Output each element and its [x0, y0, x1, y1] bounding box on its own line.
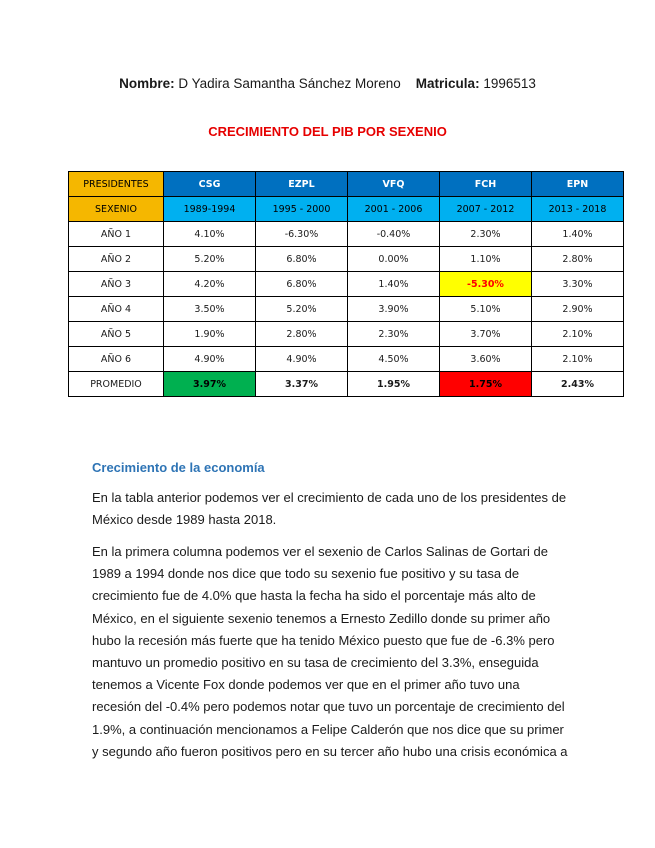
promedio-cell-highlight: 3.97%	[164, 372, 256, 397]
table-cell: 3.30%	[532, 272, 624, 297]
sexenio-label: SEXENIO	[69, 197, 164, 222]
sexenio-cell: 1995 - 2000	[256, 197, 348, 222]
year-label: AÑO 5	[69, 322, 164, 347]
sexenio-row	[69, 197, 624, 222]
paragraph: En la primera columna podemos ver el sexenio de Carlos Salinas de Gortari de 1989 a 1994 donde nos dice que todo su sexenio fue positivo y su tasa de crecimiento fue de 4.0% que hasta la fecha ha sido el porcentaje más alto de México, en el siguiente sexenio tenemos a Ernesto Zedillo donde su primer año hubo la recesión más fuerte que ha tenido México puesto que fue de -6.3% pero mantuvo un promedio positivo en su tasa de crecimiento del 3.3%, enseguida tenemos a Vicente Fox donde podemos ver que en el primer año tuvo una recesión del -0.4% pero podemos notar que tuvo un porcentaje de crecimiento del 1.9%, a continuación mencionamos a Felipe Calderón que nos dice que su primer y segundo año fueron positivos pero en su tercer año hubo una crisis económica a	[92, 544, 568, 759]
name-label: Nombre:	[119, 76, 175, 91]
table-cell: 2.30%	[440, 222, 532, 247]
table-cell: 3.60%	[440, 347, 532, 372]
table-row	[69, 272, 624, 297]
year-label: AÑO 6	[69, 347, 164, 372]
table-row	[69, 347, 624, 372]
table-cell-highlight: -5.30%	[440, 272, 532, 297]
table-cell: 2.90%	[532, 297, 624, 322]
promedio-cell-highlight: 1.75%	[440, 372, 532, 397]
table-cell: 1.10%	[440, 247, 532, 272]
table-cell: 4.50%	[348, 347, 440, 372]
table-cell: 3.50%	[164, 297, 256, 322]
table-cell: 5.10%	[440, 297, 532, 322]
table-cell: -6.30%	[256, 222, 348, 247]
president-header: FCH	[440, 172, 532, 197]
name-value: D Yadira Samantha Sánchez Moreno	[178, 76, 401, 91]
table-cell: -0.40%	[348, 222, 440, 247]
president-header: EPN	[532, 172, 624, 197]
table-row	[69, 222, 624, 247]
promedio-label: PROMEDIO	[69, 372, 164, 397]
year-label: AÑO 4	[69, 297, 164, 322]
document-title: CRECIMIENTO DEL PIB POR SEXENIO	[208, 124, 447, 139]
year-label: AÑO 2	[69, 247, 164, 272]
student-header	[0, 76, 655, 91]
table-cell: 3.90%	[348, 297, 440, 322]
table-cell: 6.80%	[256, 247, 348, 272]
table-cell: 4.90%	[164, 347, 256, 372]
table-cell: 0.00%	[348, 247, 440, 272]
table-cell: 2.30%	[348, 322, 440, 347]
table-cell: 6.80%	[256, 272, 348, 297]
table-cell: 5.20%	[256, 297, 348, 322]
table-cell: 1.40%	[532, 222, 624, 247]
table-row	[69, 247, 624, 272]
presidents-row	[69, 172, 624, 197]
section-heading: Crecimiento de la economía	[92, 460, 265, 475]
table-cell: 1.90%	[164, 322, 256, 347]
table-cell: 2.10%	[532, 322, 624, 347]
table-cell: 5.20%	[164, 247, 256, 272]
sexenio-cell: 2013 - 2018	[532, 197, 624, 222]
president-header: EZPL	[256, 172, 348, 197]
year-label: AÑO 3	[69, 272, 164, 297]
table-cell: 4.90%	[256, 347, 348, 372]
president-header: CSG	[164, 172, 256, 197]
pib-table	[68, 171, 624, 397]
table-cell: 1.40%	[348, 272, 440, 297]
paragraph: En la tabla anterior podemos ver el crecimiento de cada uno de los presidentes de México desde 1989 hasta 2018.	[92, 490, 567, 528]
matricula-value: 1996513	[483, 76, 536, 91]
table-row	[69, 322, 624, 347]
promedio-cell: 2.43%	[532, 372, 624, 397]
promedio-cell: 1.95%	[348, 372, 440, 397]
promedio-row	[69, 372, 624, 397]
table-cell: 2.10%	[532, 347, 624, 372]
table-cell: 2.80%	[256, 322, 348, 347]
presidents-label: PRESIDENTES	[69, 172, 164, 197]
sexenio-cell: 2001 - 2006	[348, 197, 440, 222]
table-row	[69, 297, 624, 322]
table-cell: 2.80%	[532, 247, 624, 272]
sexenio-cell: 1989-1994	[164, 197, 256, 222]
table-cell: 3.70%	[440, 322, 532, 347]
table-cell: 4.20%	[164, 272, 256, 297]
president-header: VFQ	[348, 172, 440, 197]
table-cell: 4.10%	[164, 222, 256, 247]
matricula-label: Matricula:	[415, 76, 480, 91]
sexenio-cell: 2007 - 2012	[440, 197, 532, 222]
promedio-cell: 3.37%	[256, 372, 348, 397]
year-label: AÑO 1	[69, 222, 164, 247]
